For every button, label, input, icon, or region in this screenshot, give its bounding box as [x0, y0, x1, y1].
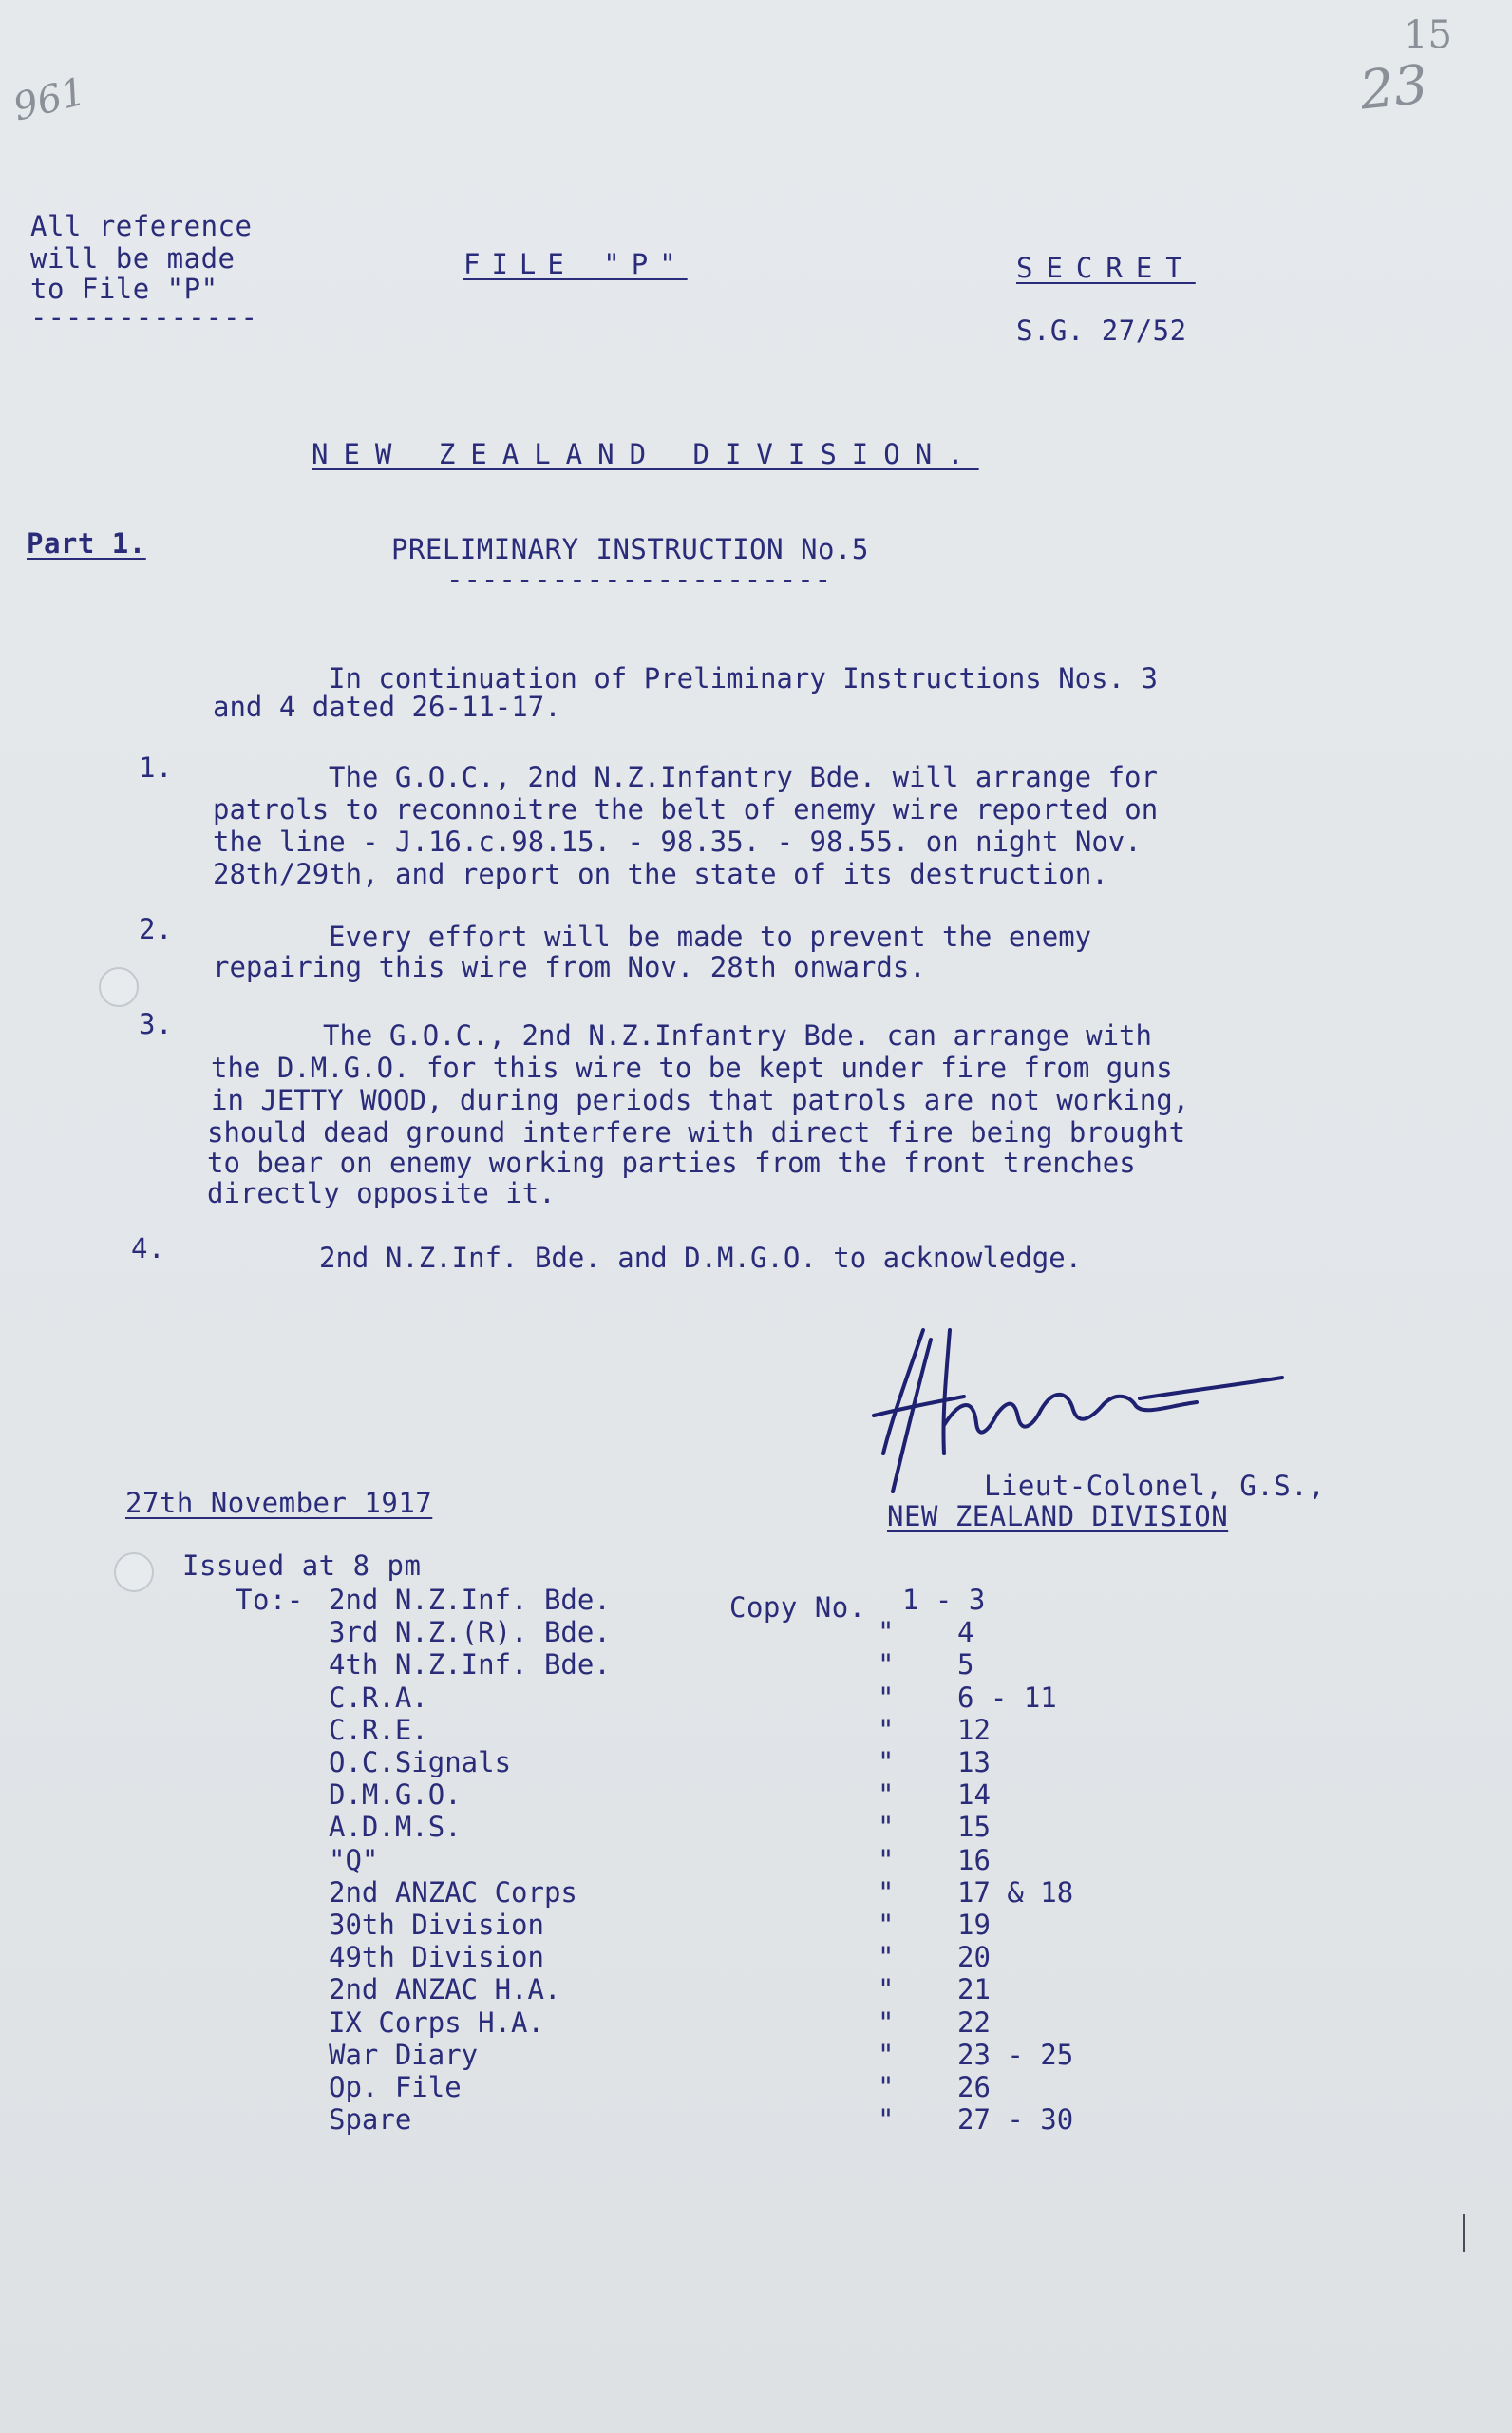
reference-line-3: to File "P"	[30, 273, 218, 305]
distribution-recipient: "Q"	[329, 1843, 379, 1876]
distribution-row	[329, 2040, 1088, 2071]
distribution-recipient: 2nd N.Z.Inf. Bde.	[329, 1584, 611, 1616]
distribution-recipient: Spare	[329, 2103, 412, 2137]
paragraph-number-3: 3.	[139, 1008, 173, 1040]
paragraph-number-2: 2.	[139, 913, 173, 945]
copy-numbers: 14	[957, 1778, 991, 1812]
copy-numbers: 4	[957, 1616, 974, 1649]
ditto-mark: "	[878, 1941, 895, 1974]
signatory-rank: Lieut-Colonel, G.S.,	[984, 1470, 1326, 1502]
copy-numbers: 23 - 25	[957, 2038, 1074, 2071]
intro-line-2: and 4 dated 26-11-17.	[213, 691, 561, 723]
distribution-recipient: 4th N.Z.Inf. Bde.	[329, 1648, 611, 1682]
ditto-mark: "	[878, 1616, 895, 1649]
ditto-mark: "	[878, 2071, 895, 2103]
paragraph-3-line: should dead ground interfere with direct fire being brought	[207, 1116, 1186, 1149]
ditto-mark: "	[878, 1778, 895, 1812]
distribution-recipient: Op. File	[329, 2071, 462, 2103]
distribution-recipient: C.R.A.	[329, 1681, 428, 1714]
distribution-row	[329, 1910, 1088, 1941]
paragraph-1-line: 28th/29th, and report on the state of its destruction.	[213, 858, 1108, 890]
pencil-folio-number: 23	[1356, 53, 1431, 123]
distribution-row	[329, 2072, 1088, 2103]
paragraph-1-line: the line - J.16.c.98.15. - 98.35. - 98.55. on night Nov.	[213, 826, 1142, 858]
paragraph-3-line: to bear on enemy working parties from the front trenches	[207, 1147, 1136, 1179]
distribution-row	[329, 1877, 1088, 1909]
copy-numbers: 20	[957, 1941, 991, 1974]
copy-numbers: 6 - 11	[957, 1681, 1057, 1714]
distribution-row	[329, 1682, 1088, 1714]
paragraph-1-line: patrols to reconnoitre the belt of enemy wire reported on	[213, 793, 1159, 826]
punch-hole	[114, 1552, 154, 1592]
copy-numbers: 22	[957, 2005, 991, 2039]
paragraph-number-4: 4.	[131, 1232, 165, 1264]
distribution-row	[329, 1942, 1088, 1973]
distribution-recipient: 2nd ANZAC Corps	[329, 1875, 577, 1909]
distribution-row	[329, 1779, 1088, 1811]
paragraph-2-line: Every effort will be made to prevent the enemy	[329, 921, 1092, 953]
paragraph-3-line: The G.O.C., 2nd N.Z.Infantry Bde. can arrange with	[323, 1019, 1152, 1052]
to-label: To:-	[236, 1584, 304, 1616]
copy-numbers: 27 - 30	[957, 2103, 1074, 2137]
distribution-row	[329, 1845, 1088, 1876]
distribution-row	[329, 2104, 1088, 2136]
paragraph-2-line: repairing this wire from Nov. 28th onwards.	[213, 951, 926, 983]
copy-numbers: 26	[957, 2071, 991, 2103]
distribution-row	[329, 1747, 1088, 1778]
copy-numbers: 1 - 3	[902, 1584, 986, 1616]
ditto-mark: "	[878, 2103, 895, 2137]
signatory-unit: NEW ZEALAND DIVISION	[887, 1500, 1229, 1532]
ditto-mark: "	[878, 1875, 895, 1909]
distribution-recipient: A.D.M.S.	[329, 1811, 462, 1844]
distribution-recipient: 3rd N.Z.(R). Bde.	[329, 1616, 611, 1649]
page-title: NEW ZEALAND DIVISION.	[312, 438, 979, 470]
copy-numbers: 17 & 18	[957, 1875, 1074, 1909]
paragraph-4-line: 2nd N.Z.Inf. Bde. and D.M.G.O. to acknowledge.	[319, 1242, 1083, 1274]
distribution-recipient: C.R.E.	[329, 1713, 428, 1746]
distribution-recipient: D.M.G.O.	[329, 1778, 462, 1812]
paragraph-1-line: The G.O.C., 2nd N.Z.Infantry Bde. will arrange for	[329, 761, 1158, 793]
copy-numbers: 16	[957, 1843, 991, 1876]
ditto-mark: "	[878, 1909, 895, 1941]
intro-line-1: In continuation of Preliminary Instructions Nos. 3	[329, 662, 1158, 694]
copy-numbers: 5	[957, 1648, 974, 1682]
paragraph-number-1: 1.	[139, 751, 173, 784]
distribution-row	[329, 1585, 1088, 1616]
distribution-row	[329, 1715, 1088, 1746]
copy-numbers: 12	[957, 1713, 991, 1746]
file-label: FILE "P"	[463, 248, 688, 280]
margin-mark	[1463, 2214, 1465, 2252]
secret-label: SECRET	[1016, 252, 1196, 284]
distribution-row	[329, 1649, 1088, 1681]
copy-numbers: 13	[957, 1746, 991, 1778]
copy-numbers: 19	[957, 1909, 991, 1941]
ditto-mark: "	[878, 1843, 895, 1876]
distribution-row	[329, 1617, 1088, 1648]
punch-hole	[99, 967, 139, 1007]
distribution-row	[329, 1974, 1088, 2005]
distribution-recipient: 30th Division	[329, 1909, 544, 1941]
ditto-mark: "	[878, 1973, 895, 2006]
distribution-recipient: O.C.Signals	[329, 1746, 512, 1778]
paragraph-3-line: directly opposite it.	[207, 1177, 556, 1209]
reference-number: S.G. 27/52	[1016, 314, 1187, 347]
reference-line-2: will be made	[30, 242, 236, 275]
ditto-mark: "	[878, 1746, 895, 1778]
distribution-recipient: IX Corps H.A.	[329, 2005, 544, 2039]
ditto-mark: "	[878, 1713, 895, 1746]
page-number: 15	[1404, 13, 1452, 57]
distribution-row	[329, 1812, 1088, 1843]
distribution-recipient: War Diary	[329, 2038, 479, 2071]
subtitle-rule: ----------------------	[446, 563, 833, 596]
reference-line-1: All reference	[30, 210, 253, 242]
ditto-mark: "	[878, 2038, 895, 2071]
reference-rule: -------------	[30, 301, 258, 333]
part-label: Part 1.	[27, 527, 146, 560]
document-date: 27th November 1917	[125, 1487, 433, 1519]
paragraph-3-line: the D.M.G.O. for this wire to be kept under fire from guns	[211, 1052, 1173, 1084]
ditto-mark: "	[878, 1811, 895, 1844]
copy-numbers: 15	[957, 1811, 991, 1844]
paragraph-3-line: in JETTY WOOD, during periods that patrols are not working,	[211, 1084, 1190, 1116]
copy-numbers: 21	[957, 1973, 991, 2006]
issued-time: Issued at 8 pm	[182, 1549, 422, 1582]
pencil-archive-number: 961	[9, 69, 90, 130]
distribution-recipient: 2nd ANZAC H.A.	[329, 1973, 561, 2006]
ditto-mark: "	[878, 1681, 895, 1714]
distribution-list	[329, 1585, 1088, 2155]
copy-label: Copy No.	[729, 1591, 866, 1624]
ditto-mark: "	[878, 1648, 895, 1682]
ditto-mark: "	[878, 2005, 895, 2039]
distribution-recipient: 49th Division	[329, 1941, 544, 1974]
instruction-subtitle: PRELIMINARY INSTRUCTION No.5	[391, 533, 869, 565]
distribution-row	[329, 2007, 1088, 2039]
